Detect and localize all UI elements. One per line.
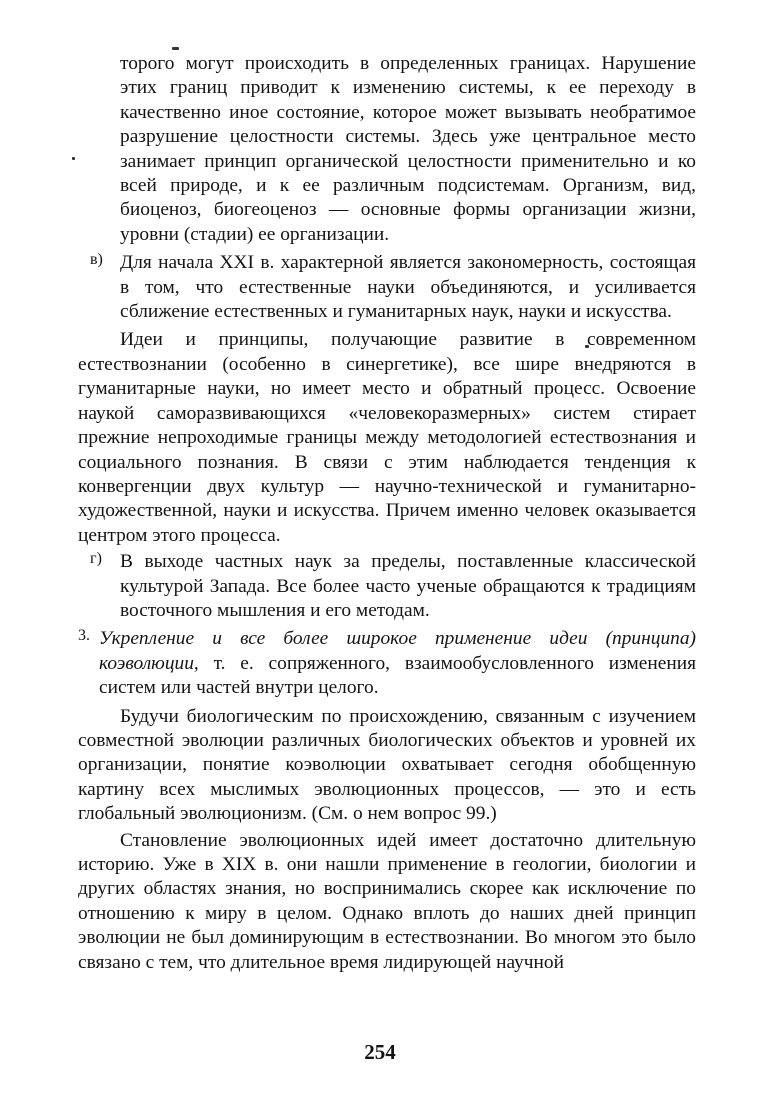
list-continuation-text: торого могут происходить в определенных границах. Нарушение этих границ приводит к изменению системы, к ее переходу в качественно иное состояние, которое может вызывать необратимое разрушение целостности системы. Здесь уже центральное место занимает принцип органической целостности применительно и ко всей природе, и к ее различным подсистемам. Организм, вид, биоценоз, биогеоценоз — основные формы организации жизни, уровни (стадии) ее организации. xyxy=(120,53,696,245)
page-body xyxy=(78,52,696,975)
list-item-text: Для начала XXI в. характерной является закономерность, состоящая в том, что естественные науки объединяются, и усиливается сближение естественных и гуманитарных наук, науки и искусства. xyxy=(120,252,696,323)
list-item-g xyxy=(78,550,696,623)
scan-speck xyxy=(72,157,75,160)
paragraph: Становление эволюционных идей имеет достаточно длительную историю. Уже в XIX в. они нашли применение в геологии, биологии и других областях знания, но воспринимались скорее как исключение по отношению к миру в целом. Однако вплоть до наших дней принцип эволюции не был доминирующим в естествознании. Во многом это было связано с тем, что длительное время лидирующей научной xyxy=(78,829,696,973)
list-item-3 xyxy=(78,627,696,700)
list-item-v xyxy=(78,251,696,324)
list-marker: г) xyxy=(90,550,102,568)
paragraph: Будучи биологическим по происхождению, связанным с изучением совместной эволюции различных биологических объектов и уровней их организации, понятие коэволюции охватывает сегодня обобщенную картину всех мыслимых эволюционных процессов, — это и есть глобальный эволюционизм. (См. о нем вопрос 99.) xyxy=(78,705,696,825)
list-item-text: В выходе частных наук за пределы, поставленные классической культурой Запада. Все более часто ученые обращаются к традициям восточного мышления и его методам. xyxy=(120,551,696,621)
paragraph: Идеи и принципы, получающие развитие в современном естествознании (особенно в синергетике), все шире внедряются в гуманитарные науки, но имеет место и обратный процесс. Освоение наукой саморазвивающихся «человекоразмерных» систем стирает прежние непроходимые границы между методологией естествознания и социального познания. В связи с этим наблюдается тенденция к конвергенции двух культур — научно-технической и гуманитарно-художественной, науки и искусства. Причем именно человек оказывается центром этого процесса. xyxy=(78,329,696,546)
list-item-text xyxy=(99,627,696,700)
emphasis-text: Укрепление и все более широкое применение идеи (принципа) коэволюции xyxy=(99,628,696,674)
list-marker: в) xyxy=(90,251,103,269)
scan-speck xyxy=(172,47,179,50)
list-marker: 3. xyxy=(78,627,90,645)
list-item-rest: , т. е. сопряженного, взаимообусловленного изменения систем или частей внутри целого. xyxy=(99,652,696,699)
page-number: 254 xyxy=(364,1040,396,1064)
